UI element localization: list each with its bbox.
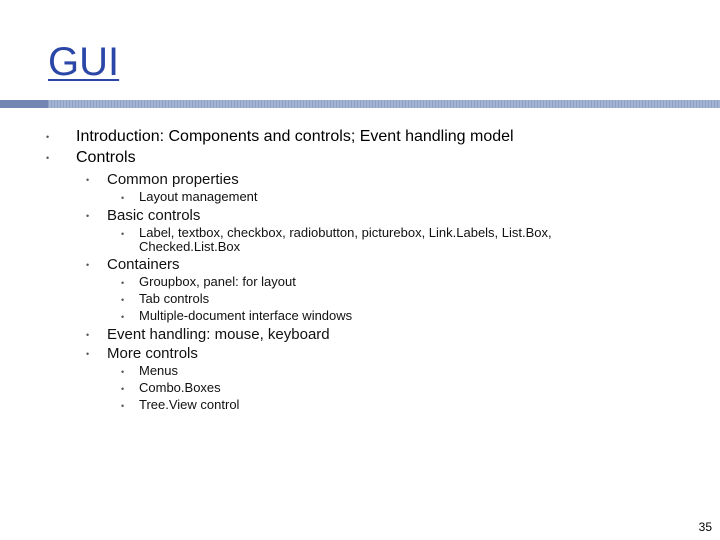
bullet-more-controls: More controls xyxy=(107,345,198,362)
bullet-marker: • xyxy=(46,153,50,163)
page-number: 35 xyxy=(698,520,712,534)
bullet-comboboxes: Combo.Boxes xyxy=(139,380,221,395)
bullet-marker: • xyxy=(86,330,90,340)
bullet-marker: • xyxy=(121,384,125,394)
bullet-controls: Controls xyxy=(76,149,136,166)
bullet-marker: • xyxy=(46,132,50,142)
bullet-basic-controls-detail-cont: Checked.List.Box xyxy=(139,239,241,254)
bullet-marker: • xyxy=(121,401,125,411)
slide-title: GUI xyxy=(48,40,120,84)
bullet-menus: Menus xyxy=(139,363,179,378)
bullet-common-properties: Common properties xyxy=(107,171,239,188)
bullet-marker: • xyxy=(86,175,90,185)
bullet-event-handling: Event handling: mouse, keyboard xyxy=(107,326,330,343)
bullet-groupbox: Groupbox, panel: for layout xyxy=(139,274,296,289)
bullet-introduction: Introduction: Components and controls; Event handling model xyxy=(76,128,514,145)
bullet-containers: Containers xyxy=(107,256,180,273)
bullet-marker: • xyxy=(86,349,90,359)
bullet-marker: • xyxy=(121,229,125,239)
bullet-marker: • xyxy=(121,193,125,203)
bullet-marker: • xyxy=(121,367,125,377)
bullet-tab-controls: Tab controls xyxy=(139,291,210,306)
bullet-marker: • xyxy=(86,260,90,270)
bullet-marker: • xyxy=(86,211,90,221)
bullet-basic-controls-detail: Label, textbox, checkbox, radiobutton, picturebox, Link.Labels, List.Box, xyxy=(139,225,552,240)
bullet-treeview: Tree.View control xyxy=(139,397,240,412)
bullet-basic-controls: Basic controls xyxy=(107,207,201,224)
bullet-marker: • xyxy=(121,295,125,305)
bullet-marker: • xyxy=(121,312,125,322)
bullet-layout-management: Layout management xyxy=(139,189,258,204)
bullet-mdi-windows: Multiple-document interface windows xyxy=(139,308,353,323)
bullet-marker: • xyxy=(121,278,125,288)
